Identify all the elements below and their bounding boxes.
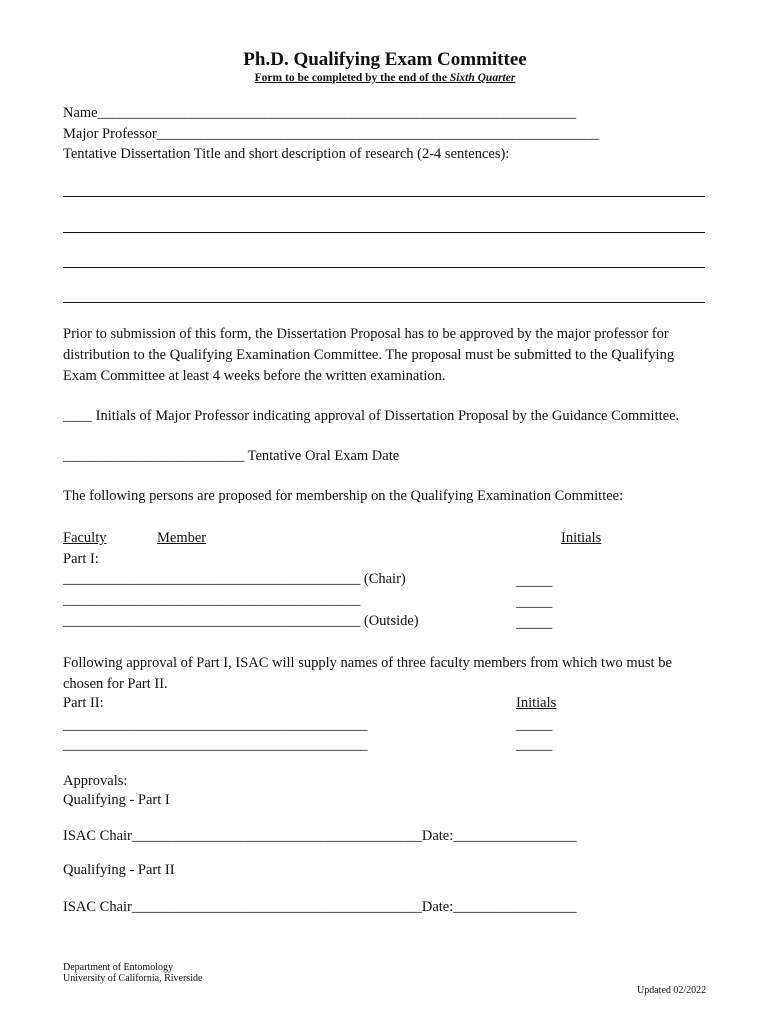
part2-initials-2[interactable]: _____ [516, 737, 553, 753]
oral-exam-date-line[interactable]: _________________________ Tentative Oral Exam Date [63, 448, 400, 464]
part1-outside-field[interactable]: _________________________________________ (Outside) [63, 613, 419, 629]
part2-label: Part II: [63, 695, 104, 711]
part2-initials-header: Initials [516, 695, 557, 711]
footer-updated-date: Updated 02/2022 [637, 985, 707, 996]
form-subtitle [0, 72, 770, 84]
form-title: Ph.D. Qualifying Exam Committee [243, 49, 527, 70]
faculty-column-header: Faculty [63, 530, 107, 546]
dissertation-line-2[interactable] [63, 232, 705, 233]
name-field[interactable]: Name__________________________________________________________________ [63, 105, 577, 121]
part1-member-field[interactable]: _________________________________________ [63, 592, 361, 608]
professor-initials-line[interactable]: ____ Initials of Major Professor indicating approval of Dissertation Proposal by the Guidance Committee. [63, 408, 680, 424]
part1-label: Part I: [63, 551, 99, 567]
dissertation-line-4[interactable] [63, 302, 705, 303]
dissertation-label: Tentative Dissertation Title and short description of research (2-4 sentences): [63, 146, 510, 162]
footer-department: Department of Entomology [63, 962, 173, 973]
approvals-heading: Approvals: [63, 773, 128, 789]
part1-outside-initials[interactable]: _____ [516, 615, 553, 631]
qualifying-part2-label: Qualifying - Part II [63, 862, 175, 878]
dissertation-line-1[interactable] [63, 196, 705, 197]
footer-university: University of California, Riverside [63, 973, 203, 984]
initials-column-header: Initials [561, 530, 602, 546]
isac-chair-part1-field[interactable]: ISAC Chair________________________________________Date:_________________ [63, 828, 577, 844]
part2-member-field-2[interactable]: __________________________________________ [63, 737, 368, 753]
subtitle-text: Form to be completed by the end of the [254, 72, 450, 84]
isac-chair-part2-field[interactable]: ISAC Chair________________________________________Date:_________________ [63, 899, 577, 915]
dissertation-line-3[interactable] [63, 267, 705, 268]
major-professor-field[interactable]: Major Professor_____________________________________________________________ [63, 126, 600, 142]
committee-intro: The following persons are proposed for membership on the Qualifying Examination Committee: [63, 488, 624, 504]
part1-chair-initials[interactable]: _____ [516, 573, 553, 589]
part2-initials-1[interactable]: _____ [516, 717, 553, 733]
proposal-instructions: Prior to submission of this form, the Dissertation Proposal has to be approved by the major professor for distribution to the Qualifying Examination Committee. The proposal must be submitted to the Qualifying Exam Committee at least 4 weeks before the written examination. [63, 326, 675, 384]
part1-chair-field[interactable]: _________________________________________ (Chair) [63, 571, 406, 587]
part2-instructions: Following approval of Part I, ISAC will supply names of three faculty members from which two must be chosen for Part II. [63, 655, 672, 692]
part1-member-initials[interactable]: _____ [516, 594, 553, 610]
member-column-header: Member [157, 530, 207, 546]
qualifying-part1-label: Qualifying - Part I [63, 792, 170, 808]
subtitle-emphasis: Sixth Quarter [449, 72, 516, 84]
part2-member-field-1[interactable]: __________________________________________ [63, 717, 368, 733]
